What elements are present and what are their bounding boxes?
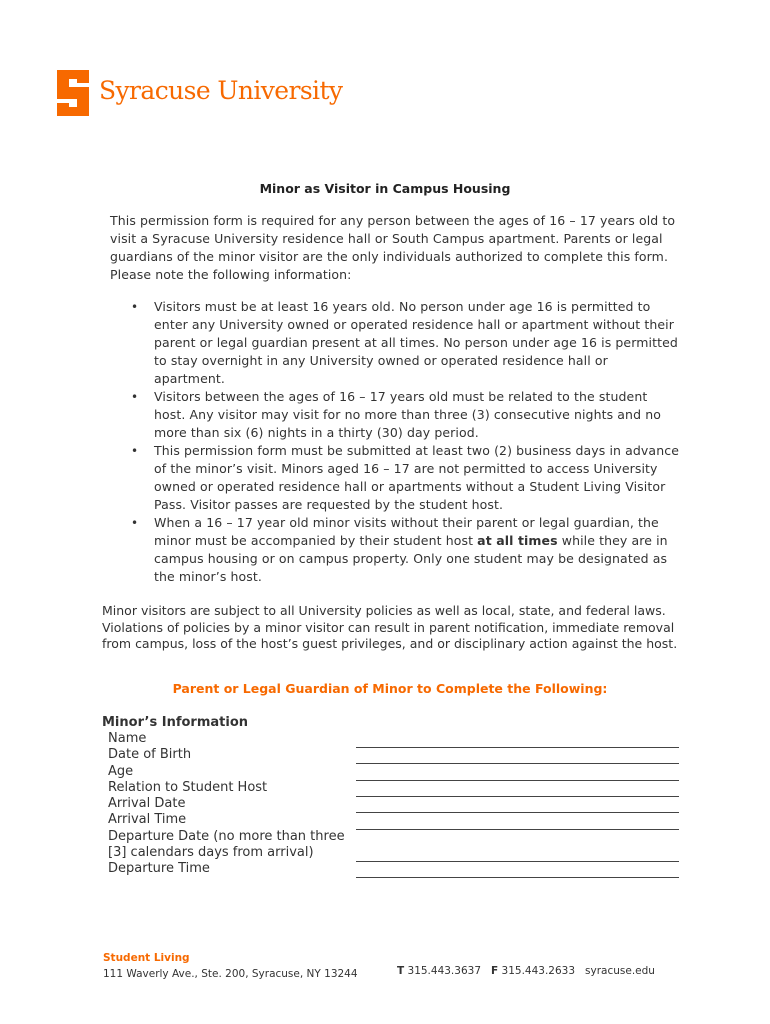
field-label-departure-time: Departure Time: [108, 861, 210, 877]
footer-address: 111 Waverly Ave., Ste. 200, Syracuse, NY 13244: [103, 968, 358, 980]
list-item-text: Visitors between the ages of 16 – 17 years old must be related to the student host. Any visitor may visit for no more than three (3) consecutive nights and no more than six (6) nights in a thirty (30) day period.: [154, 389, 661, 440]
field-label-age: Age: [108, 763, 134, 779]
list-item: [131, 442, 679, 514]
list-item-text: Visitors must be at least 16 years old. No person under age 16 is permitted to enter any University owned or operated residence hall or apartment without their parent or legal guardian present at all times. No person under age 16 is permitted to stay overnight in any University owned or operated residence hall or apartment.: [154, 299, 678, 386]
list-item: [131, 514, 679, 586]
arrival-date-field[interactable]: [356, 812, 679, 813]
bullet-icon: •: [131, 444, 139, 458]
form-title: Minor as Visitor in Campus Housing: [259, 181, 511, 196]
departure-date-field[interactable]: [356, 861, 679, 862]
dob-field[interactable]: [356, 763, 679, 764]
footer-address-block: [103, 950, 358, 982]
rules-list: [131, 298, 679, 586]
field-label-arrival-time: Arrival Time: [108, 812, 187, 828]
field-label-name: Name: [108, 731, 147, 746]
field-label-dob: Date of Birth: [108, 747, 192, 763]
phone-label: T: [397, 965, 405, 977]
field-label-departure-date: Departure Date (no more than three: [108, 828, 345, 844]
fax-number: 315.443.2633: [501, 965, 576, 977]
fax-label: F: [491, 965, 499, 977]
name-field[interactable]: [356, 747, 679, 748]
field-label-relation: Relation to Student Host: [108, 779, 268, 795]
footer-contact: [397, 965, 655, 977]
list-item-text: while they are in campus housing or on campus property. Only one student may be designated as the minor’s host.: [154, 533, 668, 584]
guardian-heading: Parent or Legal Guardian of Minor to Complete the Following:: [172, 681, 608, 696]
departure-time-field[interactable]: [356, 877, 679, 878]
emphasis-text: at all times: [477, 533, 558, 548]
field-label-departure-date-note: [3] calendars days from arrival): [108, 845, 314, 861]
bullet-icon: •: [131, 516, 139, 530]
syracuse-logo: [55, 68, 342, 118]
list-item: [131, 298, 679, 388]
bullet-icon: •: [131, 390, 139, 404]
arrival-time-field[interactable]: [356, 829, 679, 830]
age-field[interactable]: [356, 780, 679, 781]
list-item: [131, 388, 679, 442]
field-label-arrival-date: Arrival Date: [108, 796, 186, 812]
brand-wordmark: Syracuse University: [99, 76, 343, 105]
policy-paragraph: Minor visitors are subject to all University policies as well as local, state, and federal laws. Violations of policies by a minor visitor can result in parent notification, immediate removal from campus, loss of the host’s guest privileges, and or disciplinary action against the host.: [102, 603, 678, 651]
intro-paragraph: This permission form is required for any person between the ages of 16 – 17 years old to visit a Syracuse University residence hall or South Campus apartment. Parents or legal guardians of the minor visitor are the only individuals authorized to complete this form. Please note the following information:: [110, 213, 676, 282]
list-item-text: When a 16 – 17 year old minor visits without their parent or legal guardian, the minor must be accompanied by their student host: [154, 515, 659, 548]
footer-org: Student Living: [103, 952, 190, 964]
minor-info-heading: Minor’s Information: [102, 715, 249, 730]
field-labels: [108, 731, 358, 878]
bullet-icon: •: [131, 300, 139, 314]
phone-number: 315.443.3637: [407, 965, 481, 977]
website-link[interactable]: syracuse.edu: [585, 965, 655, 977]
relation-field[interactable]: [356, 796, 679, 797]
block-s-icon: [55, 68, 91, 118]
list-item-text: This permission form must be submitted at least two (2) business days in advance of the minor’s visit. Minors aged 16 – 17 are not permitted to access University owned or operated residence hall or apartments without a Student Living Visitor Pass. Visitor passes are requested by the student host.: [154, 443, 679, 512]
